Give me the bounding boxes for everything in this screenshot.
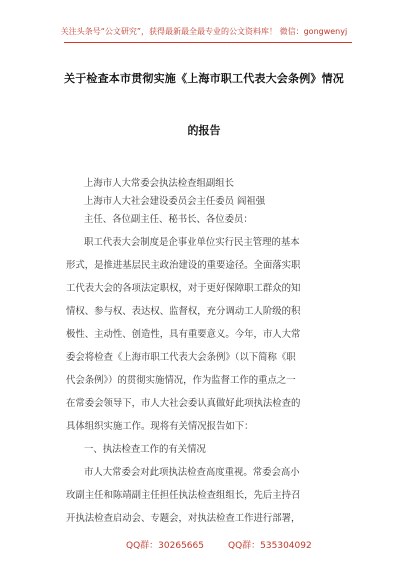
paragraph-line: 委会将检查《上海市职工代表大会条例》（以下简称《职 (66, 352, 296, 363)
speaker-line-1: 上海市人大常委会执法检查组副组长 (84, 178, 235, 189)
paragraph-line: 职工代表大会制度是企事业单位实行民主管理的基本 (84, 237, 300, 248)
document-title-line-2: 的报告 (187, 124, 221, 137)
paragraph-line: 代会条例》）的贯彻实施情况，作为监督工作的重点之一 (66, 375, 296, 386)
salutation: 主任、各位副主任、秘书长、各位委员： (84, 214, 253, 225)
paragraph-line: 玫副主任和陈靖副主任担任执法检查组组长，先后主持召 (66, 490, 301, 501)
paragraph-line: 具体组织实施工作。现将有关情况报告如下： (66, 421, 254, 432)
document-title-line-1: 关于检查本市贯彻实施《上海市职工代表大会条例》情况 (64, 72, 344, 85)
header-divider (64, 42, 352, 43)
paragraph-line: 开执法检查启动会、专题会，对执法检查工作进行部署， (66, 513, 301, 524)
paragraph-line: 极性、主动性、创造性，具有重要意义。今年，市人大常 (66, 329, 301, 340)
paragraph-line: 情权、参与权、表达权、监督权，充分调动工人阶级的积 (66, 306, 301, 317)
paragraph-line: 工代表大会的各项法定职权，对于更好保障职工群众的知 (66, 283, 301, 294)
header-banner: 关注头条号“公文研究”，获得最新最全最专业的公文资料库！ 微信：gongwenyj (60, 27, 348, 36)
paragraph-line: 在常委会领导下，市人大社会委认真做好此项执法检查的 (66, 398, 301, 409)
speaker-line-2: 上海市人大社会建设委员会主任委员 阎祖强 (84, 196, 266, 207)
section-heading: 一、执法检查工作的有关情况 (84, 444, 206, 455)
paragraph-line: 形式，是推进基层民主政治建设的重要途径。全面落实职 (66, 260, 301, 271)
paragraph-line: 市人大常委会对此项执法检查高度重视。常委会高小 (84, 467, 300, 478)
footer-qq-group-2: QQ群：535304092 (228, 541, 312, 551)
footer-qq-group-1: QQ群：30265665 (126, 541, 204, 551)
